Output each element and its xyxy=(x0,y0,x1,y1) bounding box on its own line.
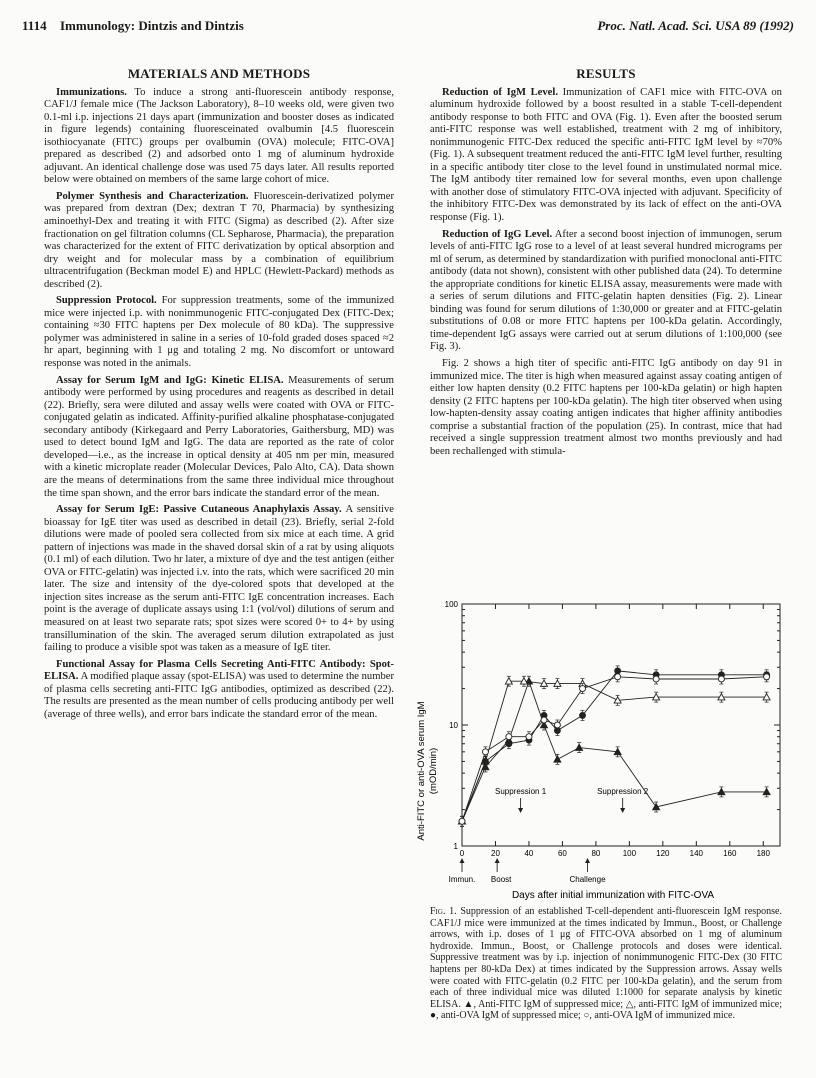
run-in-heading: Functional Assay for Plasma Cells Secreting Anti-FITC Antibody: Spot-ELISA. xyxy=(44,658,394,683)
suppression-2-arrow-head xyxy=(620,808,625,813)
y-axis-label: Anti-FITC or anti-OVA serum IgM xyxy=(416,701,427,841)
boost-label: Boost xyxy=(490,875,512,884)
challenge-arrow-head xyxy=(585,858,590,863)
data-point-circle xyxy=(718,676,724,682)
immun-label: Immun. xyxy=(448,875,476,884)
run-in-heading: Reduction of IgM Level. xyxy=(442,86,558,98)
x-tick-label: 0 xyxy=(459,849,465,858)
figure-1 xyxy=(410,596,790,906)
boost-arrow-head xyxy=(495,858,500,863)
paragraph xyxy=(44,659,394,722)
data-point-circle xyxy=(554,722,560,728)
x-tick-label: 140 xyxy=(689,849,703,858)
y-tick-label: 100 xyxy=(444,600,458,609)
paragraph xyxy=(44,504,394,655)
paragraph xyxy=(44,295,394,370)
right-column xyxy=(430,68,782,462)
page-number: 1114 xyxy=(22,18,47,33)
page-header xyxy=(22,18,794,36)
data-point-circle xyxy=(482,749,488,755)
data-point-circle xyxy=(541,717,547,723)
paragraph xyxy=(430,358,782,458)
x-tick-label: 20 xyxy=(491,849,500,858)
paragraph-text: For suppression treatments, some of the immunized mice were injected i.p. with nonimmunogenic FITC-conjugated Dex (FITC-Dex; containing ≈30 FITC haptens per Dex molecule of 80 kDa). The suppressive polymer was administered in saline in a series of 10-fold graded doses spaced ≈2 hr apart, beginning with 1 μg and totaling 2 mg. No discomfort or untoward response was noted in the animals. xyxy=(44,295,395,370)
x-tick-label: 40 xyxy=(524,849,534,858)
x-tick-label: 160 xyxy=(723,849,737,858)
paragraph-text: Fig. 2 shows a high titer of specific anti-FITC IgG antibody on day 91 in immunized mice. The titer is high when measured against assay coating antigen of either low hapten density (0.2 FITC haptens per 100-kDa gelatin) or high hapten density (2 FITC haptens per 100-kDa gelatin). The high titer observed when using low-hapten-density assay coating antigen indicates that higher affinity antibodies comprise a substantial fraction of the population (25). In contrast, mice that had received a single suppression treatment almost two months previously and had been rechallenged with stimula- xyxy=(430,358,782,457)
data-point-circle xyxy=(506,734,512,740)
run-in-heading: Suppression Protocol. xyxy=(56,295,157,307)
left-column xyxy=(44,68,394,725)
data-point-circle xyxy=(526,734,532,740)
run-in-heading: Assay for Serum IgM and IgG: Kinetic ELISA. xyxy=(56,374,284,386)
caption-text: Suppression of an established T-cell-dependent anti-fluorescein IgM response. CAF1/J mice were immunized at the times indicated by Immun., Boost, or Challenge arrows, with i.p. doses of 1 μg of FITC-OVA absorbed on 1 mg of aluminum hydroxide. Immun., Boost, or Challenge protocols and doses were identical. Suppressive treatment was by i.p. injection of nonimmunogenic FITC-Dex (30 FITC haptens per 80-kDa Dex) at times indicated by the Suppression arrows. Assay wells were coated with FITC-gelatin (0.2 FITC per 100-kDa gelatin), and the serum from each of three individual mice was diluted 1:1000 for separate analysis by kinetic ELISA. ▲, Anti-FITC IgM of suppressed mice; △, anti-FITC IgM of immunized mice; ●, anti-OVA IgM of suppressed mice; ○, anti-OVA IgM of immunized mice. xyxy=(430,906,782,1022)
run-in-heading: Reduction of IgG Level. xyxy=(442,228,553,240)
paragraph-text: A modified plaque assay (spot-ELISA) was used to determine the number of plasma cells secreting anti-FITC IgG antibodies, optimized as described (22). The results are presented as the mean number of cells producing antibody per well (average of three wells), and error bars indicate the standard error of the mean. xyxy=(44,671,394,720)
suppression-2-label: Suppression 2 xyxy=(597,787,649,796)
figure-1-chart xyxy=(410,596,790,906)
data-point-triangle xyxy=(576,744,583,750)
x-tick-label: 120 xyxy=(656,849,670,858)
data-point-triangle xyxy=(554,756,561,762)
paragraph xyxy=(430,229,782,354)
data-point-circle xyxy=(615,674,621,680)
data-point-circle xyxy=(580,712,586,718)
paragraph-text: Fluorescein-derivatized polymer was prepared from dextran (Dex; dextran T 70, Pharmacia) by synthesizing aminoethyl-Dex and treating it with FITC (Sigma) as described (2). After size fractionation on gel filtration columns (CL Sepharose, Pharmacia), the preparation was characterized for the extent of FITC derivatization by optical absorption and dry weight and for molecular mass by a combination of equilibrium ultracentrifugation (Beckman model E) and HPLC (Hewlett-Packard) methods as described (2). xyxy=(44,190,394,290)
data-point-circle xyxy=(653,676,659,682)
data-point-circle xyxy=(459,818,465,824)
paragraph-text: After a second boost injection of immunogen, serum levels of anti-FITC IgG rose to a level of at least several hundred micrograms per ml of serum, as determined by standardization with purified monoclonal anti-FITC antibody (data not shown), consistent with other published data (24). To determine the appropriate conditions for kinetic ELISA assay, measurements were made with a series of serum dilutions and FITC-gelatin hapten densities (Fig. 2). Linear binding was found for serum dilutions of 1:30,000 or greater and at FITC-gelatin substitutions of 0.08 or more FITC haptens per 100-kDa gelatin. Accordingly, time-dependent IgG assays were carried out at serum dilutions of 1:100,000 (see Fig. 3). xyxy=(430,228,782,353)
paragraph-text: Measurements of serum antibody were performed by using procedures and reagents as described in detail (22). Briefly, sera were diluted and assay wells were coated with OVA or FITC-conjugated gelatin as indicated. Affinity-purified alkaline phosphatase-conjugated secondary antibody (Kirkegaard and Perry Laboratories, Gaithersburg, MD) was used to detect bound IgM and IgG. The data are reported as the rate of color developed—i.e., as the increase in optical density at 405 nm per min, measured with a kinetic microplate reader (Molecular Devices, Palo Alto, CA). Data shown are the means of determinations from the same three individual mice throughout the time span shown, and the error bars indicate the standard error of the mean. xyxy=(44,374,394,499)
data-point-circle xyxy=(764,674,770,680)
chart-axes xyxy=(445,600,780,884)
x-axis-label: Days after initial immunization with FITC-OVA xyxy=(511,890,715,901)
section-heading-methods: MATERIALS AND METHODS xyxy=(127,66,311,81)
run-in-heading: Polymer Synthesis and Characterization. xyxy=(56,190,249,202)
caption-label: Fig. 1. xyxy=(430,906,457,917)
y-tick-label: 10 xyxy=(449,721,458,730)
data-point-circle xyxy=(580,686,586,692)
paragraph xyxy=(44,87,394,187)
paragraph xyxy=(430,87,782,225)
plot-frame xyxy=(462,604,780,846)
y-tick-label: 1 xyxy=(453,842,458,851)
paragraph xyxy=(44,375,394,500)
x-tick-label: 60 xyxy=(557,849,567,858)
running-title: Immunology: Dintzis and Dintzis xyxy=(60,18,244,33)
x-tick-label: 100 xyxy=(622,849,637,858)
suppression-1-label: Suppression 1 xyxy=(495,787,547,796)
journal-citation: Proc. Natl. Acad. Sci. USA 89 (1992) xyxy=(597,18,794,33)
y-axis-unit: (mOD/min) xyxy=(428,747,439,795)
immun-arrow-head xyxy=(460,858,465,863)
paragraph xyxy=(44,191,394,291)
section-heading-results: RESULTS xyxy=(576,66,636,81)
suppression-1-arrow-head xyxy=(518,808,523,813)
run-in-heading: Assay for Serum IgE: Passive Cutaneous Anaphylaxis Assay. xyxy=(56,504,342,516)
paragraph-text: A sensitive bioassay for IgE titer was used as described in detail (23). Briefly, serial 2-fold dilutions were made of pooled sera collected from six mice at each time. A grid pattern of injections was made in the shaved dorsal skin of a rat by using aliquots (0.1 ml) of each dilution. Two hr later, a mixture of dye and the test antigen (either OVA or FITC-gelatin) was injected i.v. into the rats, which were sacrificed 20 min later. The size and intensity of the dye-colored spots that developed at the injection sites increase as the serum anti-FITC IgE concentration increases. Each point is the average of duplicate assays using 1:1 (vol/vol) dilutions of serum and measured on at least two separate rats; spot sizes were scored 0+ to 4+ by using transillumination of the skin. The averaged serum dilution extrapolated as just failing to produce a visible spot was taken as a measure of IgE titer. xyxy=(44,504,394,654)
chart-plot xyxy=(459,666,771,826)
challenge-label: Challenge xyxy=(569,875,606,884)
figure-caption xyxy=(430,906,782,1022)
x-tick-label: 180 xyxy=(756,849,770,858)
x-tick-label: 80 xyxy=(591,849,601,858)
run-in-heading: Immunizations. xyxy=(56,86,127,98)
paragraph-text: To induce a strong anti-fluorescein antibody response, CAF1/J female mice (The Jackson Laboratory), 8–10 weeks old, were given two 0.1-ml i.p. injections 21 days apart (immunization and booster doses as indicated in figure legends) containing fluoresceinated ovalbumin [4.5 fluorescein isothiocyanate (FITC) groups per ovalbumin (OVA) molecule; FITC-OVA] prepared as described (2) and adsorbed onto 1 mg of aluminum hydroxide adjuvant. An identical challenge dose was used 75 days later. All results reported below were obtained on members of the same large cohort of mice. xyxy=(44,86,394,186)
paragraph-text: Immunization of CAF1 mice with FITC-OVA on aluminum hydroxide followed by a boost resulted in a stable T-cell-dependent antibody response to both FITC and OVA (Fig. 1). Even after the boosted serum anti-FITC response was well established, treatment with 2 mg of inhibitory, nonimmunogenic FITC-Dex reduced the specific anti-FITC IgM level by ≈70% (Fig. 1). A subsequent treatment reduced the anti-FITC IgM level further, resulting in a specific antibody titer close to the level found in unstimulated normal mice. The IgM antibody titer remained low for several months, even upon challenge with another dose of stimulatory FITC-OVA injected with adjuvant. Specificity of the inhibitory FITC-Dex was demonstrated by its lack of effect on the anti-OVA response (Fig. 1). xyxy=(430,86,782,224)
